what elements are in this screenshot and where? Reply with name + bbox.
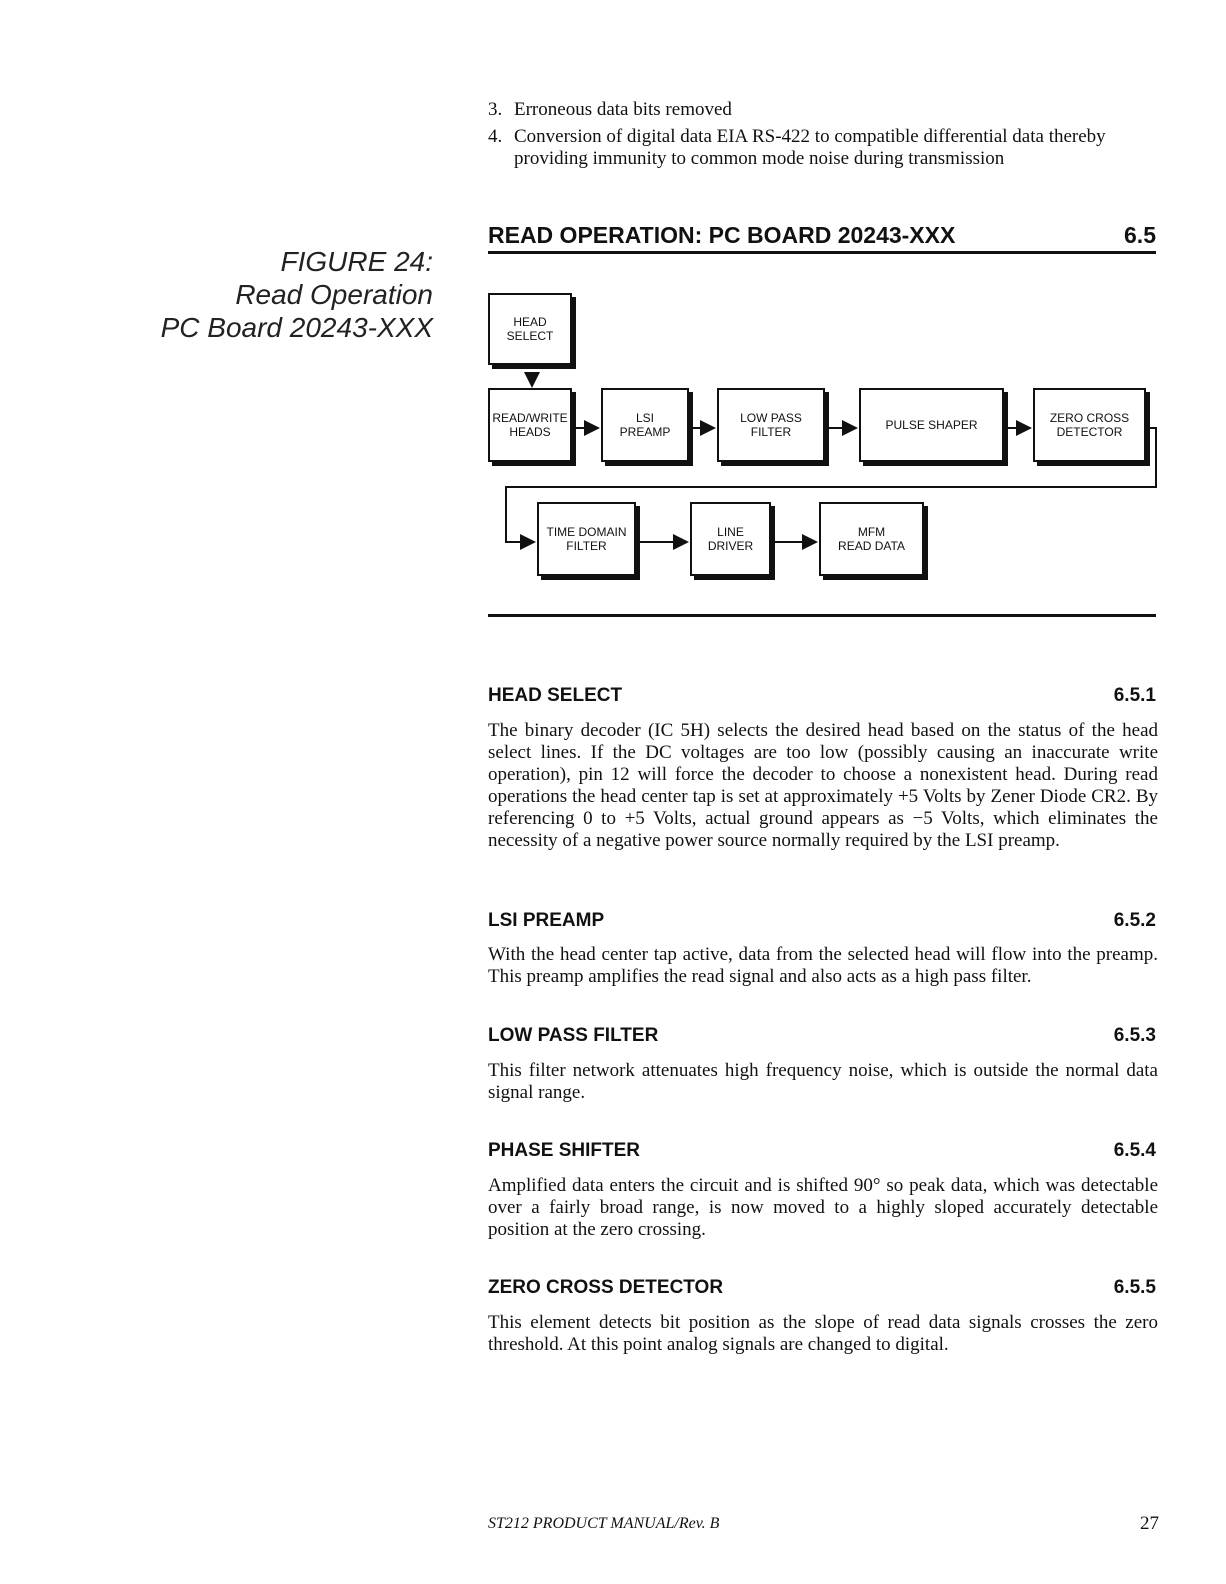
- footer-manual-title: ST212 PRODUCT MANUAL/Rev. B: [488, 1515, 720, 1532]
- section-text-head-select: The binary decoder (IC 5H) selects the desired head based on the status of the head select lines. If the DC voltages are too low (possibly causing an inaccurate write operation), pin 12 will force the decoder to choose a nonexistent head. During read operations the head center tap is set at approximately +5 Volts by Zener Diode CR2. By referencing 0 to +5 Volts, actual ground appears as −5 Volts, which eliminates the necessity of a negative power source normally required by the LSI preamp.: [488, 720, 1158, 851]
- figure-caption-line: Read Operation: [235, 279, 433, 310]
- block-zero-cross-detector: ZERO CROSS DETECTOR: [1033, 388, 1146, 462]
- list-item: [488, 126, 1156, 170]
- section-text-low-pass-filter: This filter network attenuates high frequency noise, which is outside the normal data signal range.: [488, 1060, 1158, 1103]
- list-number: 4.: [488, 126, 503, 147]
- block-time-domain-filter: TIME DOMAIN FILTER: [537, 502, 636, 576]
- diagram-bottom-rule: [488, 614, 1156, 617]
- section-text-lsi-preamp: With the head center tap active, data from the selected head will flow into the preamp. This preamp amplifies the read signal and also acts as a high pass filter.: [488, 944, 1158, 987]
- figure-caption: [161, 245, 433, 344]
- block-mfm-read-data: MFM READ DATA: [819, 502, 924, 576]
- section-heading-head-select: HEAD SELECT 6.5.1: [488, 685, 1156, 706]
- section-text-phase-shifter: Amplified data enters the circuit and is shifted 90° so peak data, which was detectable over a fairly broad range, is now moved to a highly sloped accurately detectable position at the zero crossing.: [488, 1175, 1158, 1240]
- main-section-title: READ OPERATION: PC BOARD 20243-XXX: [488, 222, 956, 248]
- list-item: [488, 99, 1156, 121]
- figure-caption-line: FIGURE 24:: [280, 246, 433, 277]
- read-operation-diagram: [484, 285, 1164, 595]
- section-heading-lsi-preamp: LSI PREAMP 6.5.2: [488, 910, 1156, 931]
- heading-rule: [488, 251, 1156, 254]
- section-heading-low-pass-filter: LOW PASS FILTER 6.5.3: [488, 1025, 1156, 1046]
- list-text: Conversion of digital data EIA RS-422 to compatible differential data thereby providing immunity to common mode noise during transmission: [514, 126, 1106, 169]
- intro-list: [488, 99, 1156, 175]
- section-heading-phase-shifter: PHASE SHIFTER 6.5.4: [488, 1140, 1156, 1161]
- block-line-driver: LINE DRIVER: [690, 502, 771, 576]
- block-head-select: HEAD SELECT: [488, 293, 572, 365]
- list-number: 3.: [488, 99, 503, 120]
- page-number: 27: [1140, 1513, 1159, 1534]
- figure-caption-line: PC Board 20243-XXX: [160, 312, 433, 343]
- section-heading-zero-cross-detector: ZERO CROSS DETECTOR 6.5.5: [488, 1277, 1156, 1298]
- block-lsi-preamp: LSI PREAMP: [601, 388, 689, 462]
- main-section-heading: [488, 222, 1156, 249]
- section-text-zero-cross-detector: This element detects bit position as the slope of read data signals crosses the zero threshold. At this point analog signals are changed to digital.: [488, 1312, 1158, 1355]
- block-low-pass-filter: LOW PASS FILTER: [717, 388, 825, 462]
- block-read-write-heads: READ/WRITE HEADS: [488, 388, 572, 462]
- main-section-number: 6.5: [1124, 222, 1156, 248]
- block-pulse-shaper: PULSE SHAPER: [859, 388, 1004, 462]
- list-text: Erroneous data bits removed: [514, 99, 732, 120]
